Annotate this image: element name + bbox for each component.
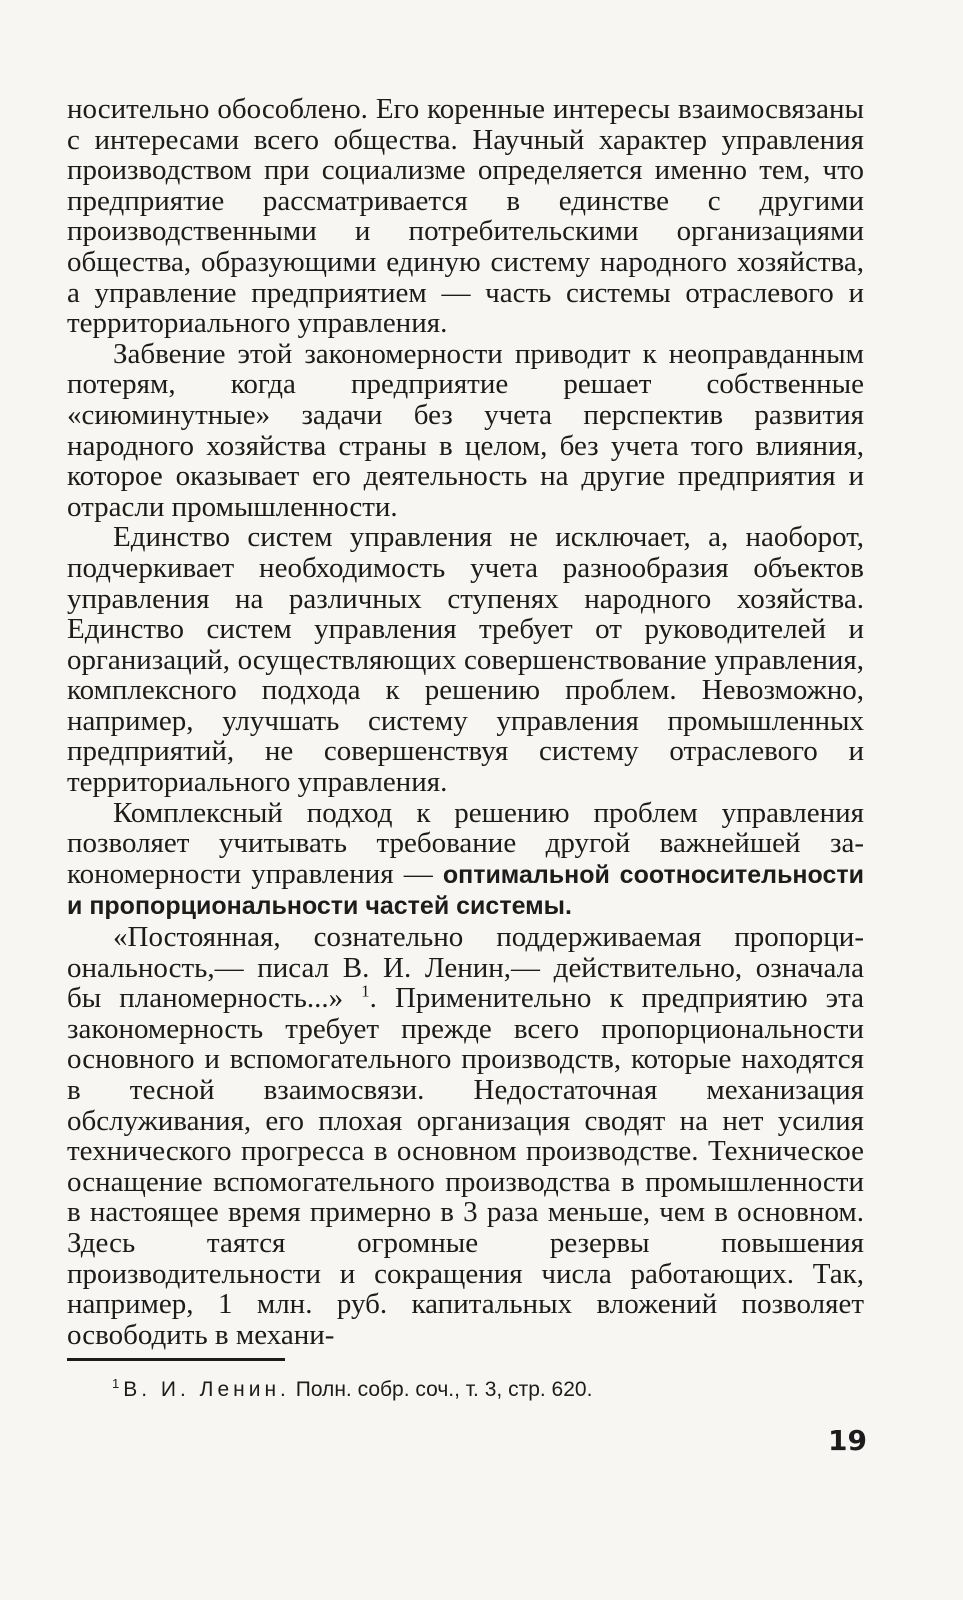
footnote-author: В. И. Ленин. [123,1378,290,1401]
paragraph-3-text: Единство систем управления не исключает, а, наоборот, подчеркивает необходимость учета разнообразия объектов управления на различных ступенях народного хозяйства. Единство систем управления требует от руководителей и организаций, осуществляющих совершенствование управления, комплексного подхода к решению проблем. Невозможно, например, улучшать систему управления промышленных предприятий, не совершенствуя систему отраслевого и территориального управления. [67,521,864,799]
footnote-citation: Полн. собр. соч., т. 3, стр. 620. [295,1378,593,1401]
paragraph-1 [67,94,864,339]
footnote [112,1377,872,1403]
paragraph-5-rest: . Применительно к предприятию эта закономерность требует прежде всего пропорциональности основного и вспомогательного производств, которые находятся в тесной взаимосвязи. Недостаточная механизация обслуживания, его плохая организация сводят на нет усилия технического прогресса в основном производстве. Техническое оснащение вспомогательного производства в промышленности в настоящее время примерно в 3 раза меньше, чем в основном. Здесь таятся огромные резервы повышения производительности и сокращения числа работающих. Так, например, 1 млн. руб. капитальных вложений позволяет освободить в механи- [67,982,865,1351]
paragraph-2 [67,339,864,523]
paragraph-5-quote: «Постоянная, сознательно поддерживаемая пропорциональность,— писал В. И. Ленин,— действительно, означала бы планомерность...» [67,921,864,1015]
paragraph-4-emphasis: оптимальной соотносительности и пропорциональности частей системы. [67,860,864,921]
paragraph-2-text: Забвение этой закономерности приводит к неоправданным потерям, когда предприятие решает собственные «сиюминутные» задачи без учета перспектив развития народного хозяйства страны в целом, без учета того влияния, которое оказывает его деятельность на другие предприятия и отрасли промышленности. [67,337,864,523]
page-number: 19 [828,1424,867,1457]
page-body [67,94,864,1350]
footnote-reference[interactable]: 1 [361,981,370,1001]
paragraph-4-lead: Комплексный подход к решению проблем управления позволяет учитывать требование другой важнейшей закономерности управления — [67,796,864,890]
paragraph-5 [67,922,864,1350]
paragraph-1-text: носительно обособлено. Его коренные интересы взаимосвязаны с интересами всего общества. Научный характер управления производством при социализме определяется именно тем, что предприятие рассматривается в единстве с другими производственными и потребительскими организациями общества, образующими единую систему народного хозяйства, а управление предприятием — часть системы отраслевого и территориального управления. [67,93,864,340]
paragraph-3 [67,522,864,797]
footnote-mark: 1 [112,1376,120,1391]
footnote-divider [67,1358,285,1361]
paragraph-4 [67,798,864,922]
